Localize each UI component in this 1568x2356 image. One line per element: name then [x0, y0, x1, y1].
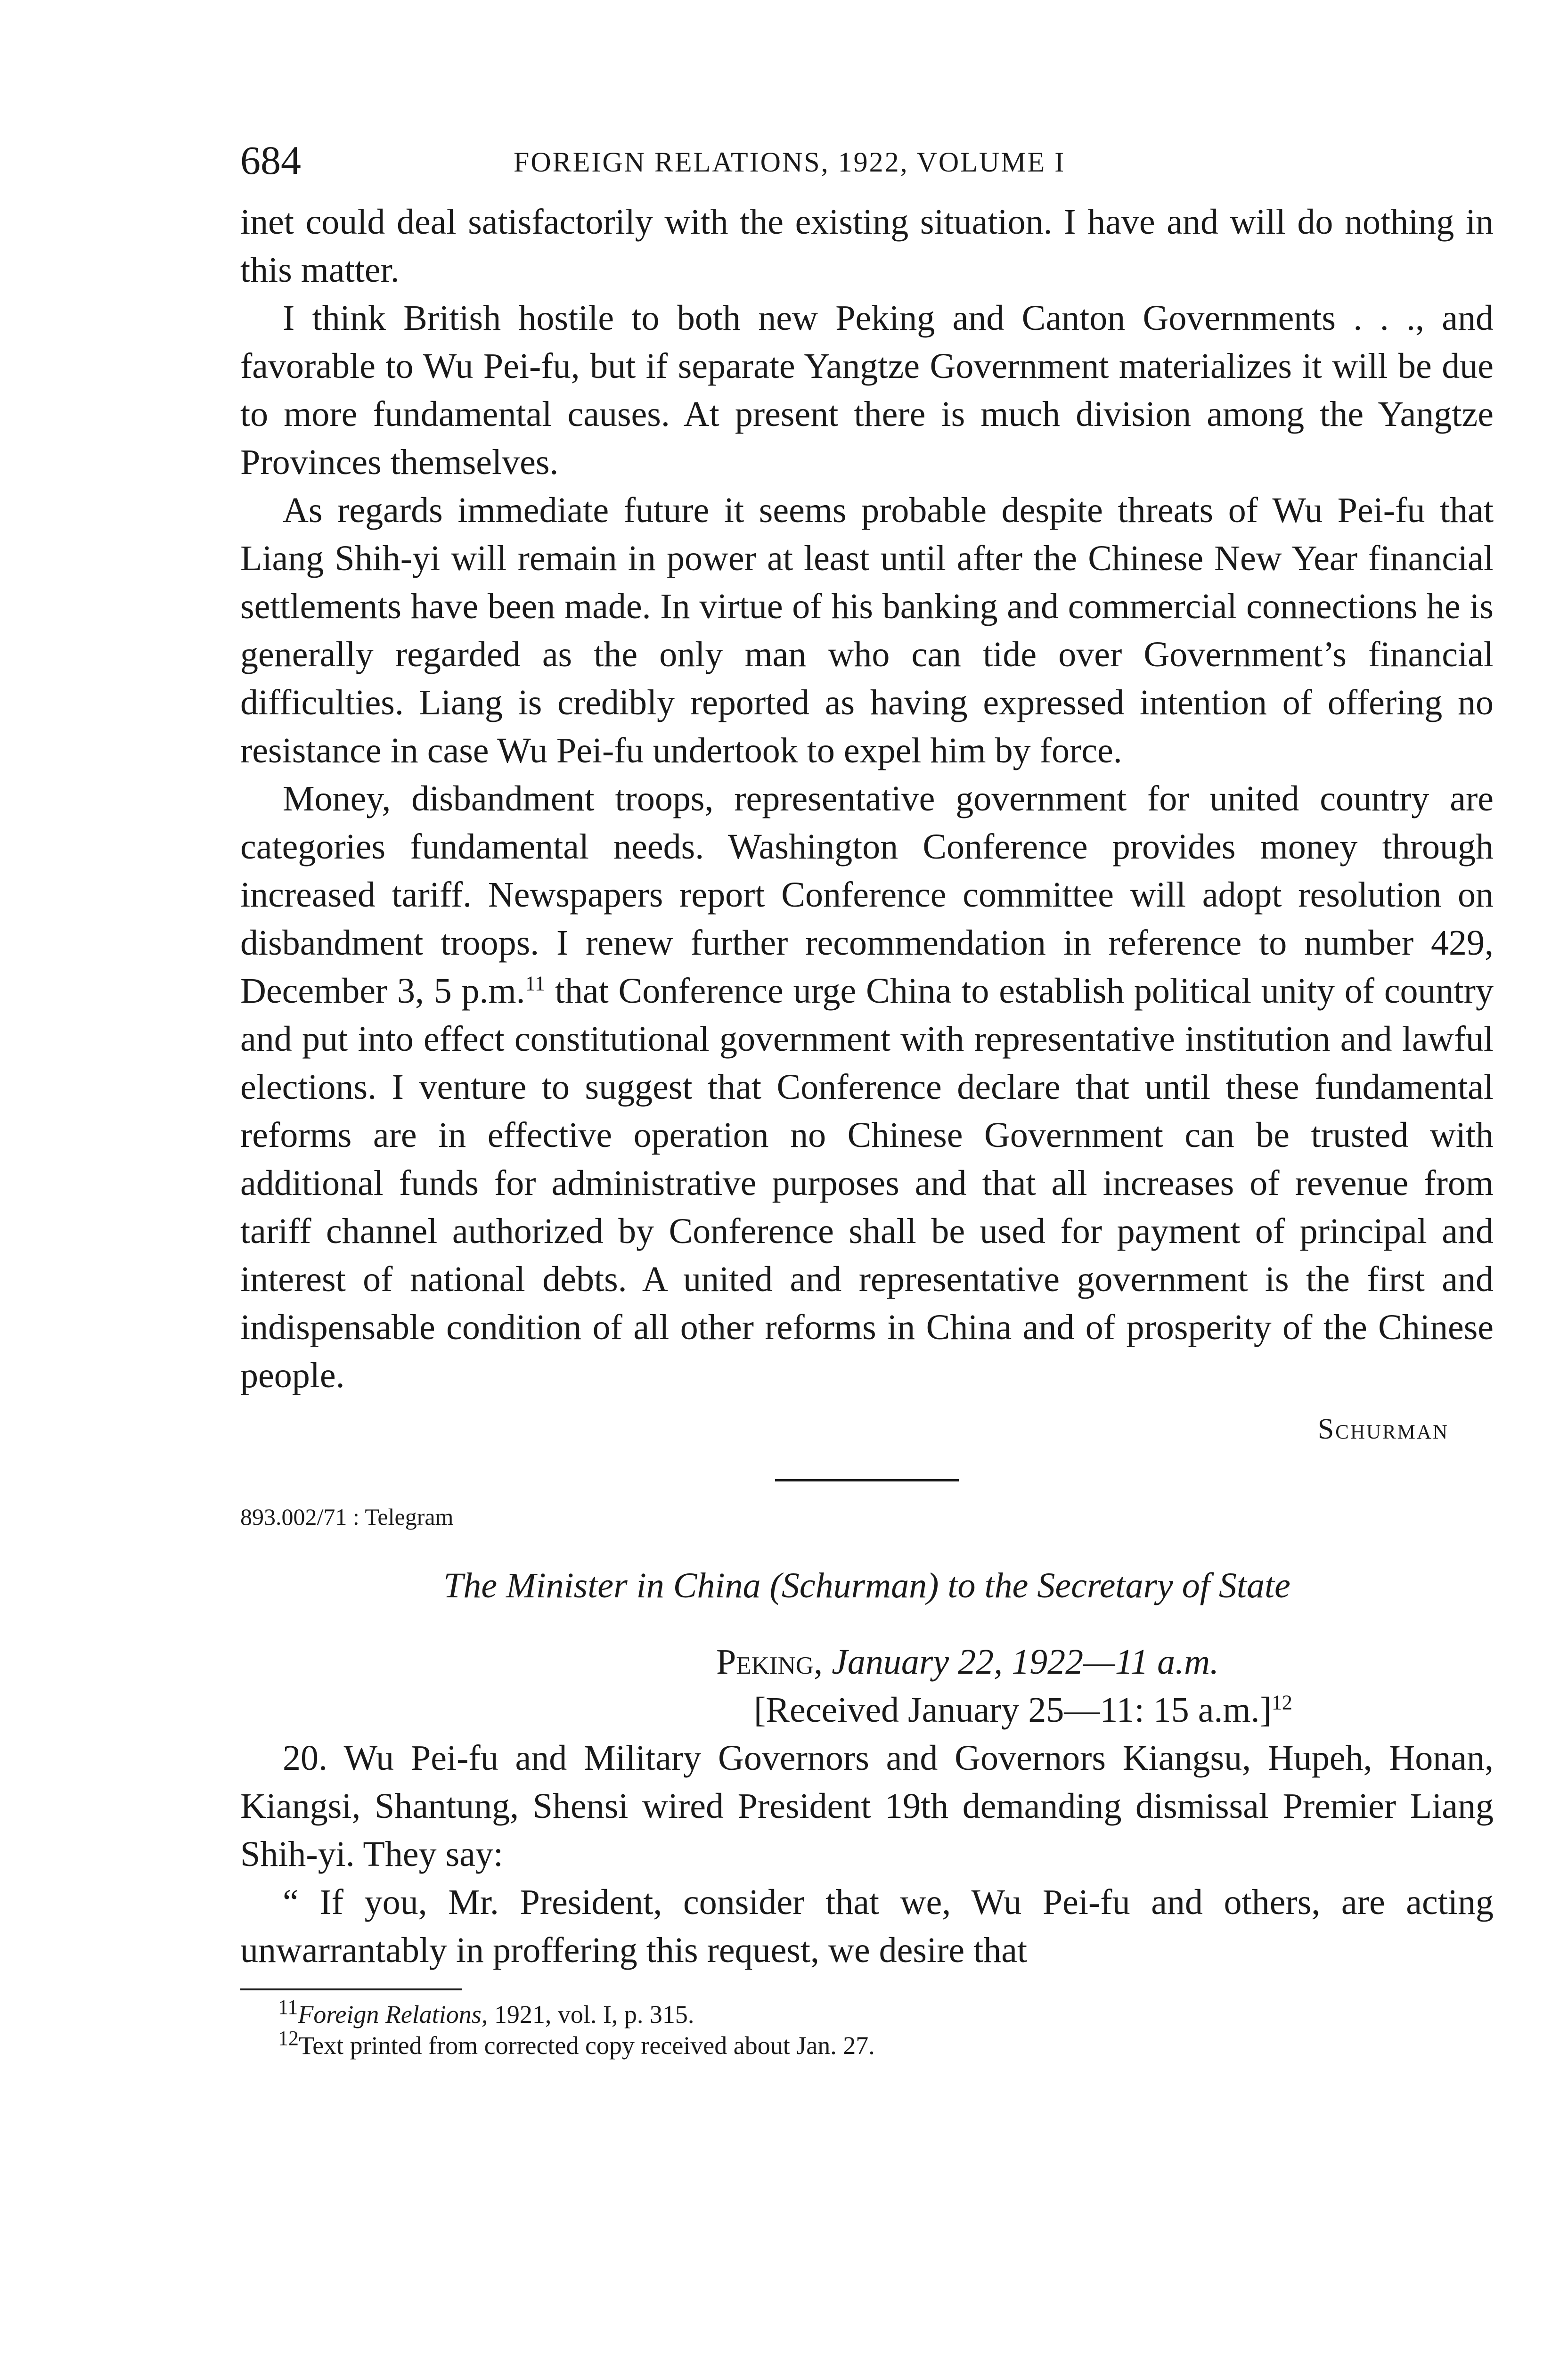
footnote-text: 1921, vol. I, p. 315.: [488, 2000, 694, 2029]
received-text: [Received January 25—11: 15 a.m.]: [754, 1690, 1272, 1730]
telegram-paragraph: 20. Wu Pei-fu and Military Governors and Governors Kiangsu, Hupeh, Honan, Kiangsi, Shantung, Shensi wired President 19th demanding dismissal Premier Liang Shih-yi. They say:: [240, 1738, 1494, 1874]
footnote-ref-11: 11: [525, 972, 546, 995]
telegram-body: [240, 1734, 1494, 1974]
paragraph-text-after: that Conference urge China to establish political unity of country and put into effect constitutional government with representative institution and lawful elections. I venture to suggest that Conference declare that until these fundamental reforms are in effective operation no Chinese Government can be trusted with additional funds for administrative purposes and that all increases of revenue from tariff channel authorized by Conference shall be used for payment of principal and interest of national debts. A united and representative government is the first and indispensable condition of all other reforms in China and of prosperity of the Chinese people.: [240, 971, 1494, 1395]
footnote-text: Text printed from corrected copy received about Jan. 27.: [299, 2031, 875, 2060]
footnote-number: 11: [278, 1996, 298, 2019]
document-heading: The Minister in China (Schurman) to the Secretary of State: [443, 1566, 1290, 1605]
file-reference: 893.002/71 : Telegram: [240, 1504, 454, 1530]
section-separator: [775, 1479, 959, 1481]
signature: Schurman: [1317, 1413, 1449, 1445]
running-title: FOREIGN RELATIONS, 1922, VOLUME I: [514, 147, 1066, 178]
footnote-ref-12: 12: [1271, 1691, 1292, 1714]
running-header: [240, 137, 1494, 188]
paragraph-continuation: inet could deal satisfactorily with the existing situation. I have and will do nothing in this matter.: [240, 202, 1494, 290]
footnote-rule: [240, 1988, 462, 1990]
dateline: [240, 1638, 1494, 1686]
footnote-title: Foreign Relations,: [298, 2000, 488, 2029]
dateline-place: Peking,: [716, 1642, 823, 1682]
dateline-date: January 22, 1922—11 a.m.: [823, 1642, 1219, 1682]
footnote-number: 12: [278, 2027, 299, 2050]
paragraph-immediate-future: As regards immediate future it seems probable despite threats of Wu Pei-fu that Liang Shih-yi will remain in power at least until after the Chinese New Year financial settlements have been made. In virtue of his banking and commercial connections he is generally regarded as the only man who can tide over Government’s financial difficulties. Liang is credibly reported as having expressed intention of offering no resistance in case Wu Pei-fu undertook to expel him by force.: [240, 491, 1494, 770]
footnote-12: [240, 2027, 1494, 2061]
paragraph-text-before: Money, disbandment troops, representative government for united country are categories fundamental needs. Washington Conference provides money through increased tariff. Newspapers report Conference committee will adopt resolution on disbandment troops. I renew further recommendation in reference to number 429, December 3, 5 p.m.: [240, 779, 1494, 1011]
paragraph-british-hostility: I think British hostile to both new Peking and Canton Governments . . ., and favorable to Wu Pei-fu, but if separate Yangtze Government materializes it will be due to more fundamental causes. At present there is much division among the Yangtze Provinces themselves.: [240, 298, 1494, 482]
page-number: 684: [240, 138, 301, 183]
document-page: [240, 137, 1494, 2061]
paragraph-fundamental-needs: [240, 775, 1494, 1399]
telegram-quote: “ If you, Mr. President, consider that we, Wu Pei-fu and others, are acting unwarrantably in proffering this request, we desire that: [240, 1882, 1494, 1970]
footnote-11: [240, 1996, 1494, 2030]
received-line: [240, 1686, 1494, 1734]
body-text: [240, 198, 1494, 1399]
